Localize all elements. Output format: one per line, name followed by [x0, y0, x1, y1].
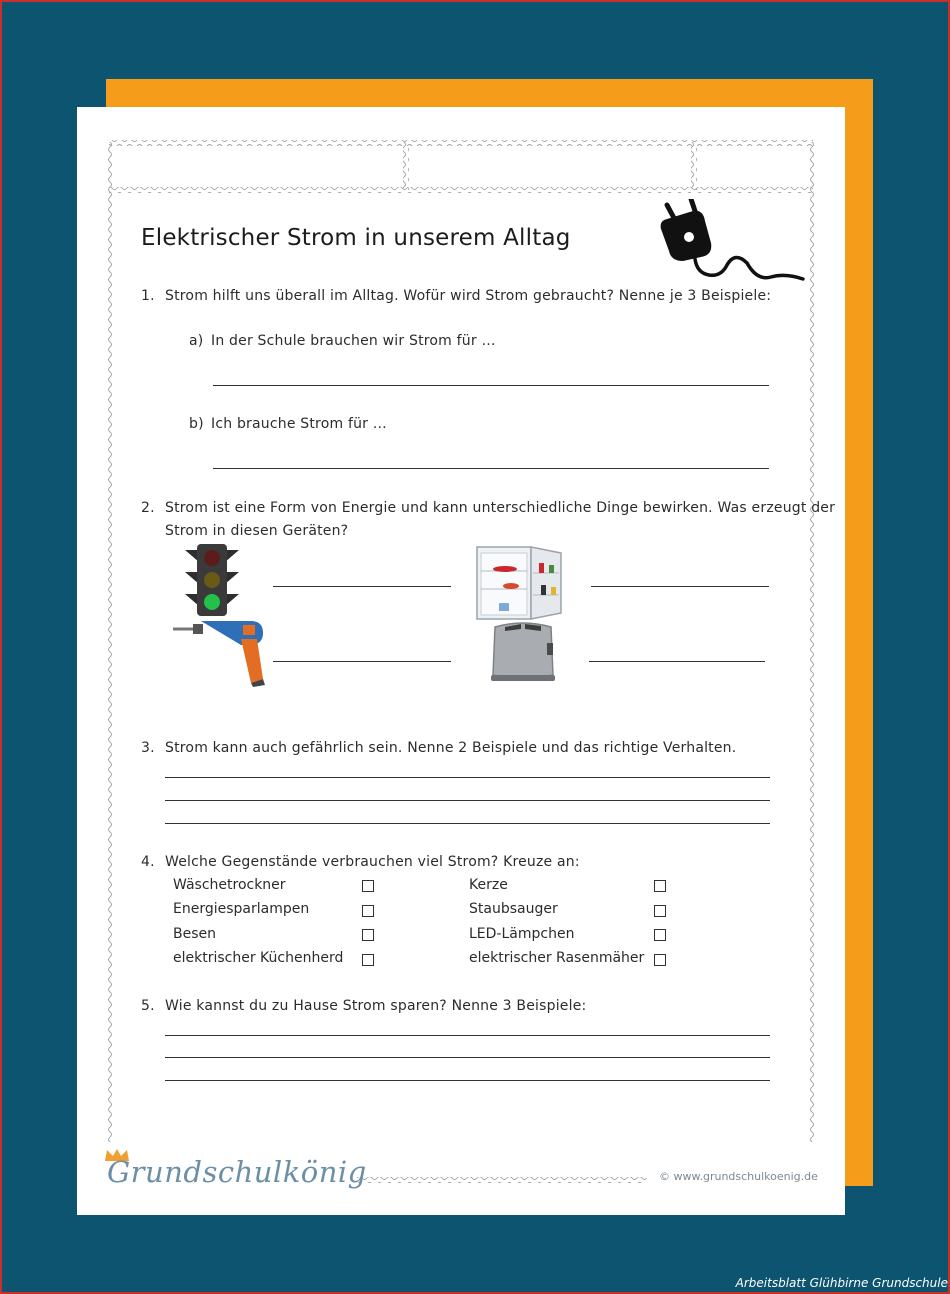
checkbox-left-3[interactable] — [362, 954, 374, 966]
question-1b-text: Ich brauche Strom für … — [211, 416, 387, 432]
toaster-icon — [487, 619, 559, 685]
checklist-item-label: Wäschetrockner — [173, 877, 286, 893]
question-5-text: Wie kannst du zu Hause Strom sparen? Nenne 3 Beispiele: — [165, 998, 587, 1014]
checklist-item-label: Energiesparlampen — [173, 901, 310, 917]
checkbox-right-2[interactable] — [654, 929, 666, 941]
answer-line-3-2[interactable] — [165, 800, 770, 801]
checklist-item-label: Kerze — [469, 877, 508, 893]
answer-line-3-3[interactable] — [165, 823, 770, 824]
checklist-item-label: elektrischer Küchenherd — [173, 950, 344, 966]
question-5-number: 5. — [141, 998, 155, 1014]
answer-line-traffic-light[interactable] — [273, 586, 451, 587]
answer-line-drill[interactable] — [273, 661, 451, 662]
checkbox-right-0[interactable] — [654, 880, 666, 892]
checkbox-left-1[interactable] — [362, 905, 374, 917]
question-3-text: Strom kann auch gefährlich sein. Nenne 2 Beispiele und das richtige Verhalten. — [165, 740, 737, 756]
answer-line-5-1[interactable] — [165, 1035, 770, 1036]
answer-line-5-3[interactable] — [165, 1080, 770, 1081]
fridge-icon — [475, 543, 567, 621]
checkbox-right-3[interactable] — [654, 954, 666, 966]
question-4-text: Welche Gegenstände verbrauchen viel Strom? Kreuze an: — [165, 854, 580, 870]
checkbox-right-1[interactable] — [654, 905, 666, 917]
plug-icon — [655, 199, 805, 291]
question-1-text: Strom hilft uns überall im Alltag. Wofür wird Strom gebraucht? Nenne je 3 Beispiele: — [165, 288, 772, 304]
traffic-light-icon — [181, 544, 243, 616]
question-3-number: 3. — [141, 740, 155, 756]
question-1a-label: a) — [189, 333, 204, 349]
answer-line-1a[interactable] — [213, 385, 769, 386]
checklist-item-label: Staubsauger — [469, 901, 558, 917]
drill-icon — [171, 617, 267, 687]
question-2-text-line1: Strom ist eine Form von Energie und kann unterschiedliche Dinge bewirken. Was erzeugt der — [165, 500, 836, 516]
answer-line-fridge[interactable] — [591, 586, 769, 587]
question-4-number: 4. — [141, 854, 155, 870]
worksheet — [77, 107, 845, 1215]
question-1b-label: b) — [189, 416, 204, 432]
checkbox-left-0[interactable] — [362, 880, 374, 892]
question-2-number: 2. — [141, 500, 155, 516]
checklist-item-label: LED-Lämpchen — [469, 926, 575, 942]
checkbox-left-2[interactable] — [362, 929, 374, 941]
brand-logo: Grundschulkönig — [107, 1155, 367, 1189]
checklist-item-label: Besen — [173, 926, 216, 942]
answer-line-toaster[interactable] — [589, 661, 765, 662]
copyright-text: © www.grundschulkoenig.de — [659, 1170, 818, 1183]
image-caption: Arbeitsblatt Glühbirne Grundschule — [735, 1276, 948, 1290]
worksheet-title: Elektrischer Strom in unserem Alltag — [141, 225, 571, 251]
question-1a-text: In der Schule brauchen wir Strom für … — [211, 333, 496, 349]
answer-line-5-2[interactable] — [165, 1057, 770, 1058]
answer-line-3-1[interactable] — [165, 777, 770, 778]
question-2-text-line2: Strom in diesen Geräten? — [165, 523, 349, 539]
answer-line-1b[interactable] — [213, 468, 769, 469]
checklist-item-label: elektrischer Rasenmäher — [469, 950, 645, 966]
question-1-number: 1. — [141, 288, 155, 304]
